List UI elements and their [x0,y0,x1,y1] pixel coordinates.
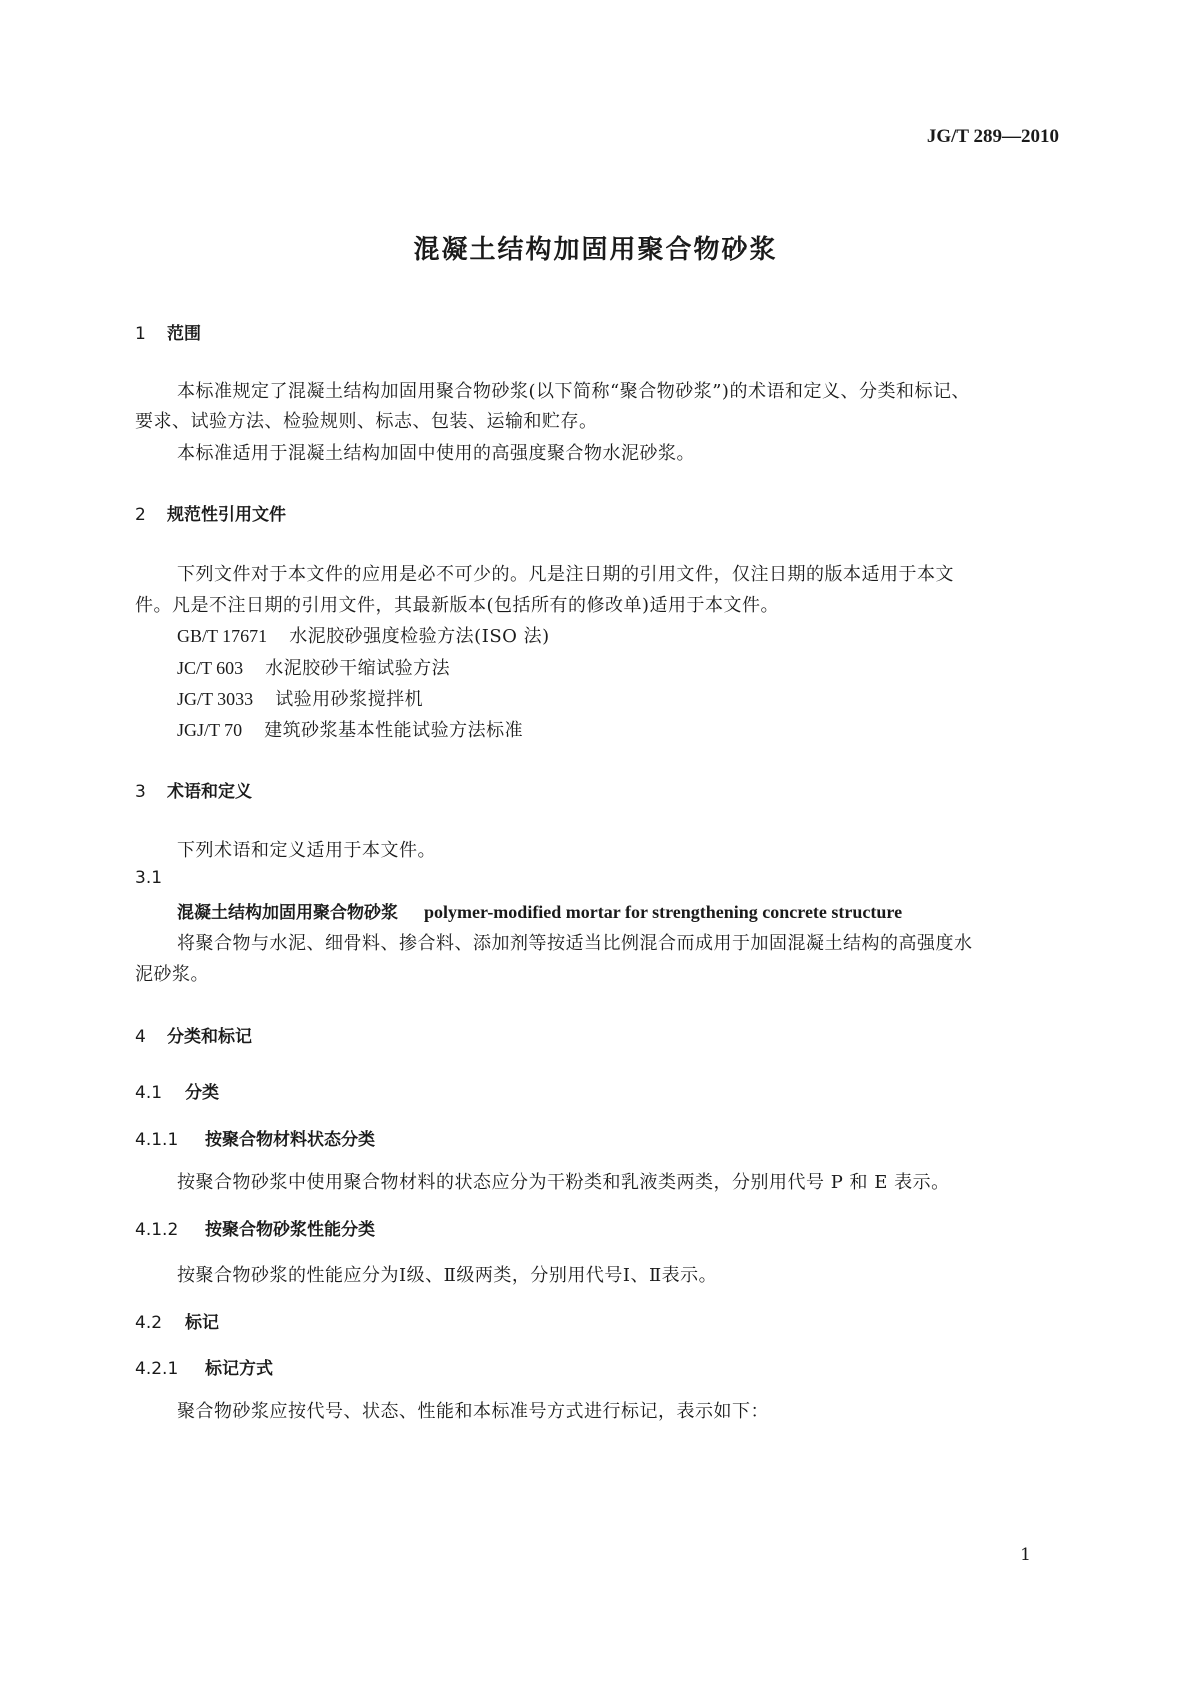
reference-title: 试验用砂浆搅拌机 [275,689,424,710]
reference-item [177,716,523,742]
section-4-2-1-text: 聚合物砂浆应按代号、状态、性能和本标准号方式进行标记，表示如下： [177,1401,769,1422]
section-2-paragraph-line-2: 件。凡是不注日期的引用文件，其最新版本(包括所有的修改单)适用于本文件。 [135,595,780,616]
section-title: 分类 [185,1083,219,1103]
section-4-1-2-heading [135,1215,375,1240]
reference-code: JGJ/T 70 [177,720,243,740]
section-4-2-1-heading [135,1354,273,1379]
term-heading [177,898,902,923]
section-4-heading [135,1022,252,1047]
reference-title: 水泥胶砂强度检验方法(ISO 法) [289,626,550,647]
section-title: 标记 [185,1313,219,1333]
reference-title: 建筑砂浆基本性能试验方法标准 [264,720,524,741]
reference-code: JG/T 3033 [177,689,254,709]
section-title: 术语和定义 [167,782,252,802]
reference-item [177,654,450,680]
section-title: 范围 [167,324,201,344]
term-definition-line-1: 将聚合物与水泥、细骨料、掺合料、添加剂等按适当比例混合而成用于加固混凝土结构的高强度水 [177,933,973,954]
section-2-heading [135,500,286,525]
section-number: 3 [135,782,146,802]
section-title: 标记方式 [205,1359,273,1379]
section-number: 2 [135,505,146,525]
section-3-intro: 下列术语和定义适用于本文件。 [177,840,436,861]
term-definition-line-2: 泥砂浆。 [135,964,209,985]
section-number: 4.1.2 [135,1220,179,1240]
section-4-1-1-text: 按聚合物砂浆中使用聚合物材料的状态应分为干粉类和乳液类两类，分别用代号 P 和 E 表示。 [177,1172,950,1193]
page-number: 1 [1020,1545,1031,1565]
reference-code: JC/T 603 [177,658,244,678]
section-1-paragraph-2: 本标准适用于混凝土结构加固中使用的高强度聚合物水泥砂浆。 [177,443,695,464]
reference-code: GB/T 17671 [177,626,268,646]
document-title: 混凝土结构加固用聚合物砂浆 [413,235,778,265]
section-number: 1 [135,324,146,344]
section-title: 规范性引用文件 [167,505,286,525]
standard-code: JG/T 289—2010 [926,126,1059,147]
reference-item [177,622,550,648]
section-number: 4 [135,1027,146,1047]
section-3-heading [135,777,252,802]
section-1-paragraph-1-line-2: 要求、试验方法、检验规则、标志、包装、运输和贮存。 [135,411,598,432]
section-4-1-2-text: 按聚合物砂浆的性能应分为Ⅰ级、Ⅱ级两类，分别用代号Ⅰ、Ⅱ表示。 [177,1265,718,1286]
section-title: 分类和标记 [167,1027,252,1047]
section-number: 4.1.1 [135,1130,179,1150]
section-1-paragraph-1-line-1: 本标准规定了混凝土结构加固用聚合物砂浆(以下简称“聚合物砂浆”)的术语和定义、分类和标记、 [177,381,970,402]
term-english: polymer-modified mortar for strengthening concrete structure [424,902,903,922]
reference-item [177,685,423,711]
term-number: 3.1 [135,868,163,888]
section-number: 4.2.1 [135,1359,179,1379]
section-title: 按聚合物砂浆性能分类 [205,1220,375,1240]
section-1-heading [135,319,201,344]
section-number: 4.2 [135,1313,163,1333]
term-chinese: 混凝土结构加固用聚合物砂浆 [177,903,398,923]
section-4-1-heading [135,1078,219,1103]
section-4-2-heading [135,1308,219,1333]
section-4-1-1-heading [135,1125,375,1150]
reference-title: 水泥胶砂干缩试验方法 [265,658,451,679]
section-number: 4.1 [135,1083,163,1103]
section-2-paragraph-line-1: 下列文件对于本文件的应用是必不可少的。凡是注日期的引用文件，仅注日期的版本适用于本文 [177,564,954,585]
section-title: 按聚合物材料状态分类 [205,1130,375,1150]
